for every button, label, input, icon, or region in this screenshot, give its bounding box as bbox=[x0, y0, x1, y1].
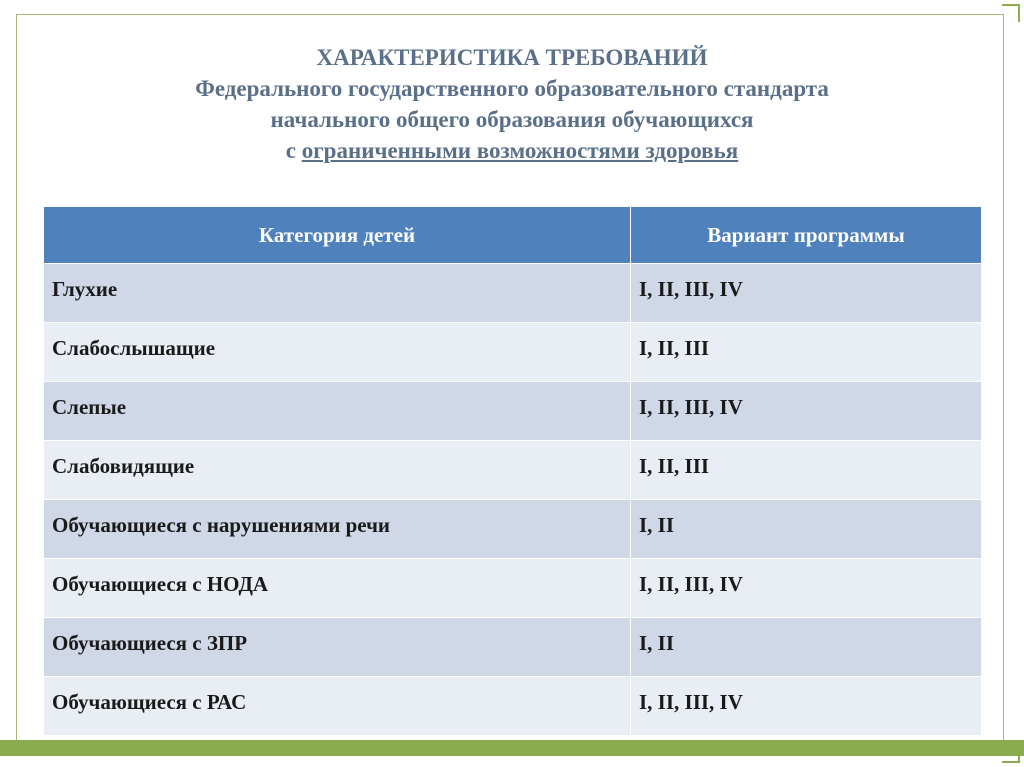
cell-category: Обучающиеся с ЗПР bbox=[44, 618, 631, 677]
cell-variant: I, II, III, IV bbox=[631, 264, 982, 323]
cell-category: Слепые bbox=[44, 382, 631, 441]
table-header-row bbox=[44, 207, 982, 264]
cell-variant: I, II, III, IV bbox=[631, 677, 982, 736]
bottom-accent-bar bbox=[0, 740, 1024, 756]
table-row bbox=[44, 382, 982, 441]
cell-category: Слабослышащие bbox=[44, 323, 631, 382]
cell-category: Обучающиеся с РАС bbox=[44, 677, 631, 736]
title-line-4-prefix: с bbox=[285, 138, 302, 163]
slide-title bbox=[30, 42, 994, 166]
header-category: Категория детей bbox=[44, 207, 631, 264]
table-row bbox=[44, 677, 982, 736]
cell-category: Глухие bbox=[44, 264, 631, 323]
requirements-table bbox=[43, 206, 982, 736]
table-row bbox=[44, 559, 982, 618]
title-line-3: начального общего образования обучающихся bbox=[270, 107, 754, 132]
title-line-1: ХАРАКТЕРИСТИКА ТРЕБОВАНИЙ bbox=[316, 45, 708, 70]
cell-variant: I, II, III bbox=[631, 441, 982, 500]
cell-variant: I, II, III, IV bbox=[631, 382, 982, 441]
header-variant: Вариант программы bbox=[631, 207, 982, 264]
table-row bbox=[44, 323, 982, 382]
title-line-4-underlined: ограниченными возможностями здоровья bbox=[301, 138, 739, 163]
table-row bbox=[44, 264, 982, 323]
cell-category: Обучающиеся с нарушениями речи bbox=[44, 500, 631, 559]
cell-variant: I, II, III bbox=[631, 323, 982, 382]
title-line-4 bbox=[30, 135, 994, 166]
cell-variant: I, II, III, IV bbox=[631, 559, 982, 618]
cell-variant: I, II bbox=[631, 618, 982, 677]
table-row bbox=[44, 618, 982, 677]
cell-category: Обучающиеся с НОДА bbox=[44, 559, 631, 618]
cell-category: Слабовидящие bbox=[44, 441, 631, 500]
title-line-2: Федерального государственного образовательного стандарта bbox=[195, 76, 829, 101]
corner-decoration-top-right bbox=[1002, 4, 1020, 22]
corner-decoration-bottom-right bbox=[1002, 745, 1020, 763]
table-row bbox=[44, 441, 982, 500]
cell-variant: I, II bbox=[631, 500, 982, 559]
table-row bbox=[44, 500, 982, 559]
